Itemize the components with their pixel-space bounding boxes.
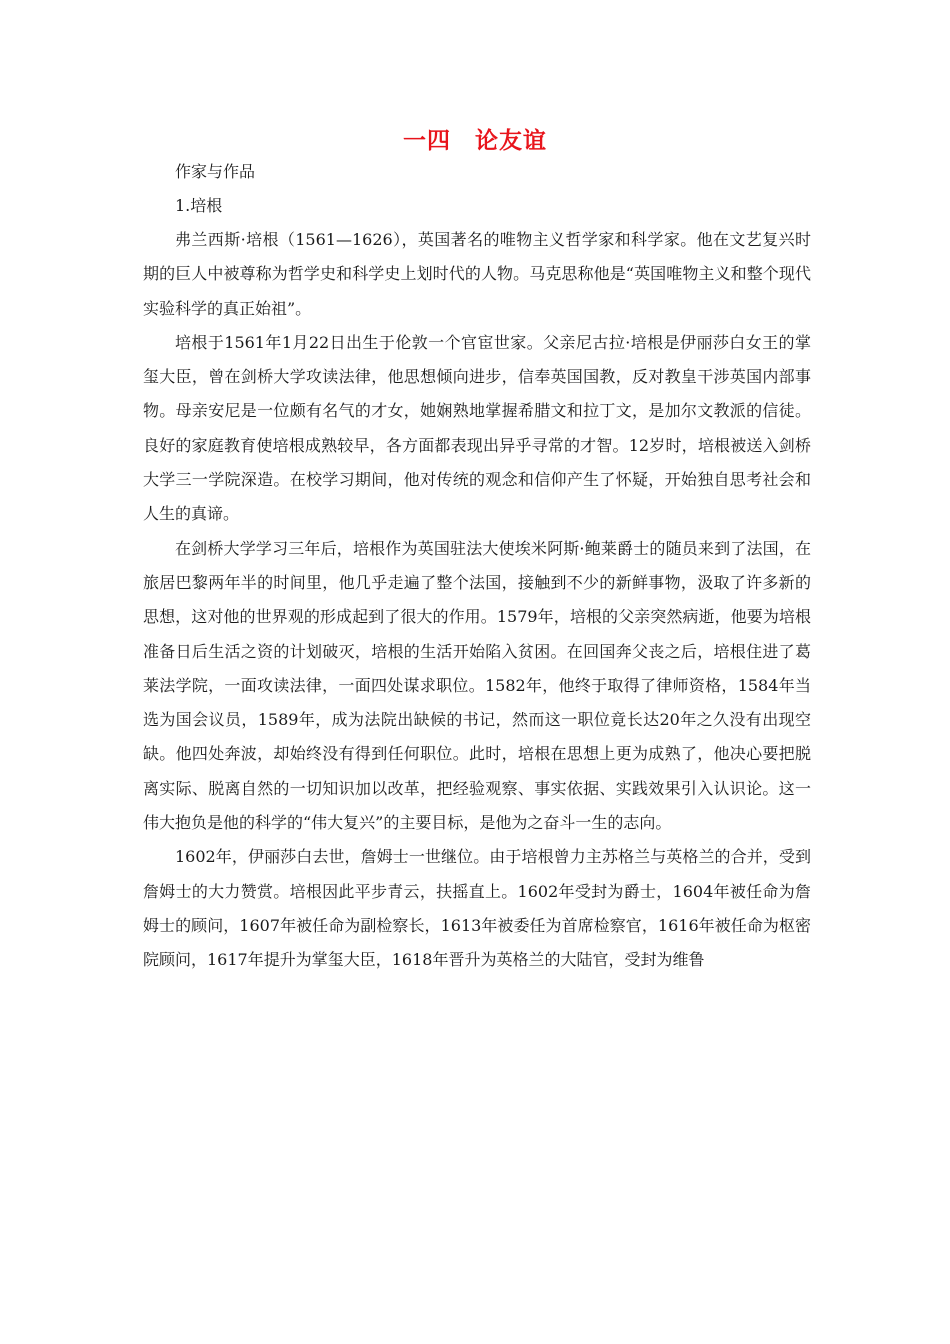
subsection-heading: 1.培根 bbox=[175, 196, 223, 215]
section-heading: 作家与作品 bbox=[175, 162, 256, 181]
paragraph-1: 弗兰西斯·培根（1561—1626），英国著名的唯物主义哲学家和科学家。他在文艺复兴时期的巨人中被尊称为哲学史和科学史上划时代的人物。马克思称他是“英国唯物主义和整个现代实验科学的真正始祖”。 bbox=[143, 230, 811, 318]
paragraph-2: 培根于1561年1月22日出生于伦敦一个官宦世家。父亲尼古拉·培根是伊丽莎白女王的掌玺大臣，曾在剑桥大学攻读法律，他思想倾向进步，信奉英国国教，反对教皇干涉英国内部事物。母亲安尼是一位颇有名气的才女，她娴熟地掌握希腊文和拉丁文，是加尔文教派的信徒。良好的家庭教育使培根成熟较早，各方面都表现出异乎寻常的才智。12岁时，培根被送入剑桥大学三一学院深造。在校学习期间，他对传统的观念和信仰产生了怀疑，开始独自思考社会和人生的真谛。 bbox=[143, 332, 811, 524]
document-body bbox=[143, 155, 811, 978]
paragraph-3: 在剑桥大学学习三年后，培根作为英国驻法大使埃米阿斯·鲍莱爵士的随员来到了法国，在旅居巴黎两年半的时间里，他几乎走遍了整个法国，接触到不少的新鲜事物，汲取了许多新的思想，这对他的世界观的形成起到了很大的作用。1579年，培根的父亲突然病逝，他要为培根准备日后生活之资的计划破灭，培根的生活开始陷入贫困。在回国奔父丧之后，培根住进了葛莱法学院，一面攻读法律，一面四处谋求职位。1582年，他终于取得了律师资格，1584年当选为国会议员，1589年，成为法院出缺候的书记，然而这一职位竟长达20年之久没有出现空缺。他四处奔波，却始终没有得到任何职位。此时，培根在思想上更为成熟了，他决心要把脱离实际、脱离自然的一切知识加以改革，把经验观察、事实依据、实践效果引入认识论。这一伟大抱负是他的科学的“伟大复兴”的主要目标，是他为之奋斗一生的志向。 bbox=[143, 538, 811, 833]
paragraph-4: 1602年，伊丽莎白去世，詹姆士一世继位。由于培根曾力主苏格兰与英格兰的合并，受到詹姆士的大力赞赏。培根因此平步青云，扶摇直上。1602年受封为爵士，1604年被任命为詹姆士的顾问，1607年被任命为副检察长，1613年被委任为首席检察官，1616年被任命为枢密院顾问，1617年提升为掌玺大臣，1618年晋升为英格兰的大陆官，受封为维鲁 bbox=[143, 847, 811, 970]
page-title: 一四 论友谊 bbox=[403, 128, 547, 154]
